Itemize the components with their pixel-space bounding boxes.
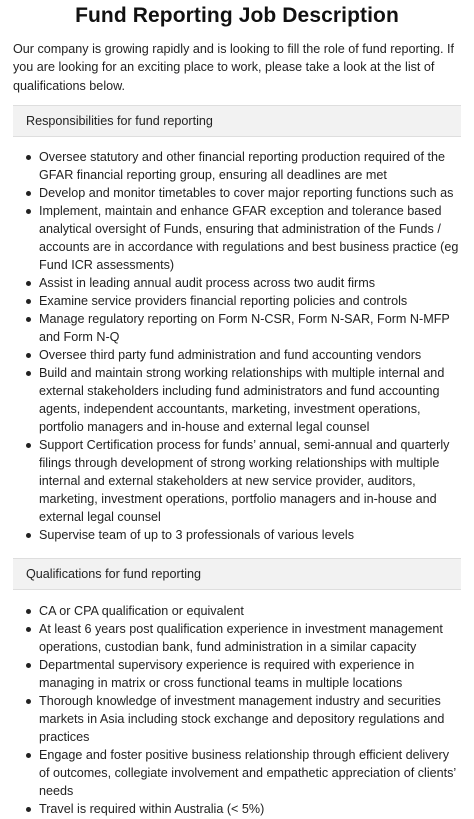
list-item: Oversee third party fund administration and fund accounting vendors xyxy=(39,346,461,364)
list-item: Manage regulatory reporting on Form N-CSR, Form N-SAR, Form N-MFP and Form N-Q xyxy=(39,310,461,346)
list-item: CA or CPA qualification or equivalent xyxy=(39,602,461,620)
list-item: Examine service providers financial reporting policies and controls xyxy=(39,292,461,310)
qualifications-list xyxy=(13,602,461,818)
list-item: Implement, maintain and enhance GFAR exception and tolerance based analytical oversight of Funds, ensuring that administration of the Funds / accounts are in accordance with regulations and best business practice (eg Fund ICR assessments) xyxy=(39,202,461,274)
responsibilities-heading: Responsibilities for fund reporting xyxy=(13,105,461,137)
page-title: Fund Reporting Job Description xyxy=(75,4,399,27)
list-item: Assist in leading annual audit process across two audit firms xyxy=(39,274,461,292)
list-item: Develop and monitor timetables to cover major reporting functions such as xyxy=(39,184,461,202)
responsibilities-list xyxy=(13,148,461,544)
list-item: Build and maintain strong working relationships with multiple internal and external stakeholders including fund administrators and fund accounting agents, independent accountants, marketing, investment operations, portfolio managers and in-house and external legal counsel xyxy=(39,364,461,436)
intro-paragraph: Our company is growing rapidly and is looking to fill the role of fund reporting. If you are looking for an exciting place to work, please take a look at the list of qualifications below. xyxy=(13,42,455,93)
qualifications-heading: Qualifications for fund reporting xyxy=(13,558,461,590)
list-item: Departmental supervisory experience is required with experience in managing in matrix or cross functional teams in multiple locations xyxy=(39,656,461,692)
list-item: Travel is required within Australia (< 5%) xyxy=(39,800,461,818)
list-item: Support Certification process for funds’ annual, semi-annual and quarterly filings through development of strong working relationships with multiple internal and external stakeholders at new service provider, auditors, marketing, investment operations, portfolio managers and in-house and external legal counsel xyxy=(39,436,461,526)
list-item: Engage and foster positive business relationship through efficient delivery of outcomes, collegiate involvement and empathetic appreciation of clients’ needs xyxy=(39,746,461,800)
list-item: Supervise team of up to 3 professionals of various levels xyxy=(39,526,461,544)
list-item: Oversee statutory and other financial reporting production required of the GFAR financial reporting group, ensuring all deadlines are met xyxy=(39,148,461,184)
list-item: Thorough knowledge of investment management industry and securities markets in Asia including stock exchange and depository regulations and practices xyxy=(39,692,461,746)
list-item: At least 6 years post qualification experience in investment management operations, custodian bank, fund administration in a similar capacity xyxy=(39,620,461,656)
